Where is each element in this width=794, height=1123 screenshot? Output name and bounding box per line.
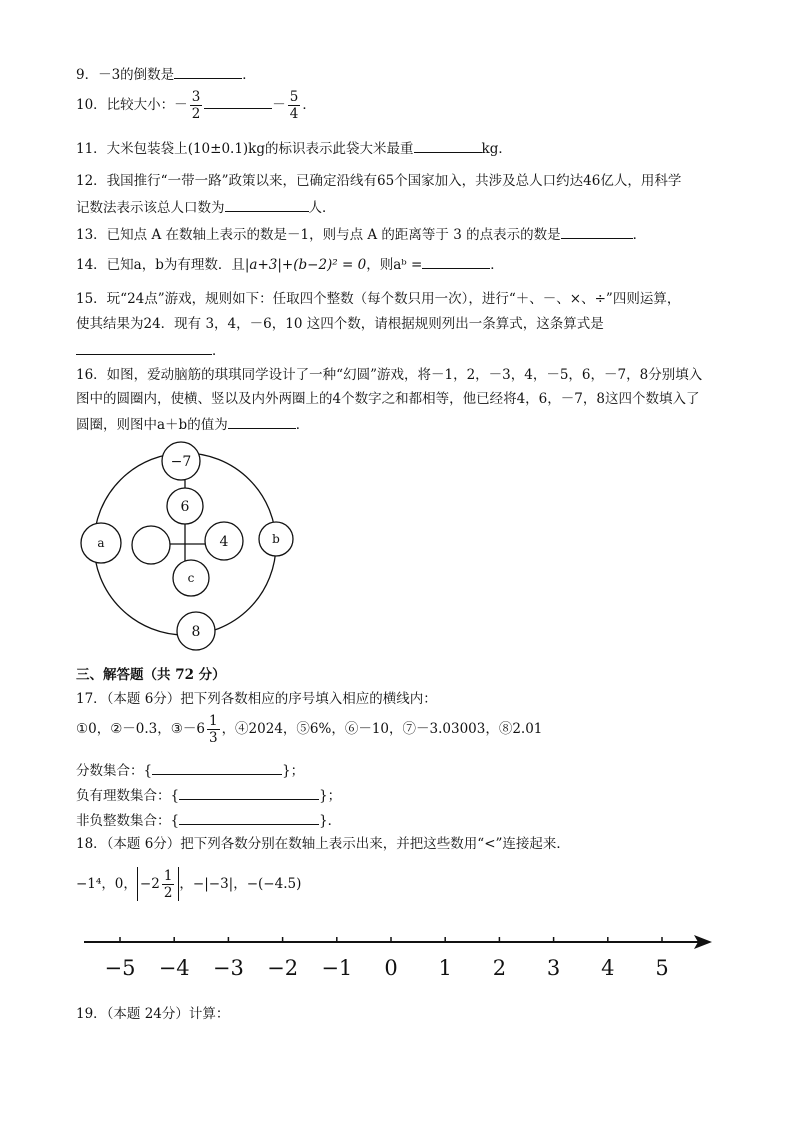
number-line xyxy=(80,926,720,986)
number-line-label: −4 xyxy=(158,956,190,980)
q17-set-negative-blank xyxy=(179,785,319,800)
q17-items-a: ①0，②－0.3，③－6 xyxy=(76,721,205,737)
q17-items-b: ，④2024，⑤6%，⑥－10，⑦－3.03003，⑧2.01 xyxy=(221,721,543,737)
q17-set-fraction-blank xyxy=(152,760,282,775)
q13-end: ． xyxy=(632,227,647,243)
q15-end: ． xyxy=(212,343,226,359)
label-bottom-inner: c xyxy=(187,571,195,585)
q17-set-negative-end: }； xyxy=(319,788,342,804)
q9-blank xyxy=(174,64,242,79)
magic-circle-figure xyxy=(70,436,330,656)
q14-end: ． xyxy=(490,257,504,273)
q12-blank xyxy=(225,197,309,212)
q17-frac-num: 1 xyxy=(208,713,218,729)
question-15-line2: 使其结果为24．现有 3，4，－6，10 这四个数，请根据规则列出一条算式，这条算式是 xyxy=(76,316,604,332)
q15-blank xyxy=(76,340,212,355)
q10-f2-den: 4 xyxy=(289,106,299,122)
q10-f1-den: 2 xyxy=(191,106,201,122)
question-17-items xyxy=(76,712,542,746)
question-9 xyxy=(76,64,256,84)
number-line-label: −2 xyxy=(267,956,299,980)
number-line-label: −1 xyxy=(321,956,353,980)
number-line-label: 3 xyxy=(546,956,561,980)
q18-expr-b: ，−|−3|，−(−4.5) xyxy=(179,876,302,892)
question-12-line2 xyxy=(76,197,336,217)
question-17-title: 17．（本题 6分）把下列各数相应的序号填入相应的横线内： xyxy=(76,691,437,707)
q17-set-negative-label: 负有理数集合：{ xyxy=(76,788,180,804)
number-line-label: 0 xyxy=(384,956,398,980)
q18-fraction xyxy=(162,868,175,901)
q16-blank xyxy=(228,414,296,429)
q18-frac-den: 2 xyxy=(163,885,173,901)
number-line-label: −3 xyxy=(212,956,244,980)
number-line-label: 1 xyxy=(438,956,452,980)
question-16-line2: 图中的圆圈内，使横、竖以及内外两圈上的4个数字之和都相等，他已经将4，6，－7，8这四个数填入了 xyxy=(76,391,700,407)
question-12-line1: 12．我国推行“一带一路”政策以来，已确定沿线有65个国家加入，共涉及总人口约达46亿人，用科学 xyxy=(76,173,682,189)
question-15-line1: 15．玩“24点”游戏，规则如下：任取四个整数（每个数只用一次），进行“＋、－、×、÷”四则运算， xyxy=(76,291,681,307)
question-13 xyxy=(76,224,646,244)
question-19-title: 19．（本题 24分）计算： xyxy=(76,1006,230,1022)
label-right-inner: 4 xyxy=(219,534,229,550)
label-top-outer: −7 xyxy=(170,454,192,470)
q16-line3-prefix: 圆圈，则图中a＋b的值为 xyxy=(76,417,228,433)
q12-end: 人． xyxy=(308,200,336,216)
q11-value: (10±0.1)kg xyxy=(187,141,266,157)
q17-set-nonneg-blank xyxy=(179,810,319,825)
number-line-label: −5 xyxy=(104,956,136,980)
q12-line2-prefix: 记数法表示该总人口数为 xyxy=(76,200,225,216)
label-right-outer: b xyxy=(272,532,280,546)
section-3-title: 三、解答题（共 72 分） xyxy=(76,667,226,683)
q17-set-fraction xyxy=(76,760,304,780)
q11-end: kg． xyxy=(481,141,512,157)
q10-f1-num: 3 xyxy=(191,89,201,105)
q17-fraction xyxy=(207,713,220,746)
question-16-line1: 16．如图，爱动脑筋的琪琪同学设计了一种“幻圆”游戏，将－1，2，－3，4，－5，6，－7，8分别填入 xyxy=(76,367,703,383)
q14-mid: ，则aᵇ = xyxy=(366,257,423,273)
q10-blank xyxy=(204,94,272,109)
q18-frac-num: 1 xyxy=(163,868,173,884)
q14-blank xyxy=(422,254,490,269)
q14-expression: |a+3|+(b−2)² = 0 xyxy=(244,257,367,273)
q17-set-fraction-label: 分数集合：{ xyxy=(76,763,153,779)
q17-set-nonneg-end: }． xyxy=(319,813,342,829)
question-18-expressions xyxy=(76,866,301,902)
q9-end: ． xyxy=(242,67,256,83)
number-line-label: 2 xyxy=(492,956,507,980)
q17-set-nonneg-label: 非负整数集合：{ xyxy=(76,813,180,829)
q13-text: 13．已知点 A 在数轴上表示的数是－1，则与点 A 的距离等于 3 的点表示的数是 xyxy=(76,227,561,243)
question-10 xyxy=(76,88,316,122)
q10-prefix: 10．比较大小：－ xyxy=(76,97,188,113)
number-line-label: 5 xyxy=(655,956,669,980)
label-left-outer: a xyxy=(97,536,105,550)
question-11 xyxy=(76,138,512,158)
q14-prefix: 14．已知a，b为有理数．且 xyxy=(76,257,245,273)
label-top-inner: 6 xyxy=(180,499,190,515)
q11-prefix: 11．大米包装袋上 xyxy=(76,141,188,157)
q17-frac-den: 3 xyxy=(208,730,218,746)
q10-f2-num: 5 xyxy=(289,89,299,105)
label-bottom-outer: 8 xyxy=(191,624,201,640)
q9-text: 9．－3的倒数是 xyxy=(76,67,175,83)
question-18-title: 18．（本题 6分）把下列各数分别在数轴上表示出来，并把这些数用“<”连接起来． xyxy=(76,836,570,852)
q10-end: ． xyxy=(302,97,316,113)
q10-mid: － xyxy=(272,97,286,113)
number-line-label: 4 xyxy=(601,956,615,980)
q18-abs-a: −2 xyxy=(139,876,160,892)
question-16-line3 xyxy=(76,414,309,434)
q13-blank xyxy=(561,224,633,239)
q17-set-nonneg-int xyxy=(76,810,341,830)
q18-expr-a: −1⁴，0， xyxy=(76,876,137,892)
question-14 xyxy=(76,254,504,274)
q18-abs-value xyxy=(137,867,180,901)
q11-mid: 的标识表示此袋大米最重 xyxy=(265,141,414,157)
q17-set-fraction-end: }； xyxy=(282,763,305,779)
question-15-line3 xyxy=(76,340,226,360)
q16-end: ． xyxy=(295,417,310,433)
q10-fraction-2 xyxy=(288,89,301,122)
q17-set-negative xyxy=(76,785,341,805)
q10-fraction-1 xyxy=(190,89,203,122)
q11-blank xyxy=(414,138,482,153)
circle-left-inner xyxy=(132,526,170,564)
